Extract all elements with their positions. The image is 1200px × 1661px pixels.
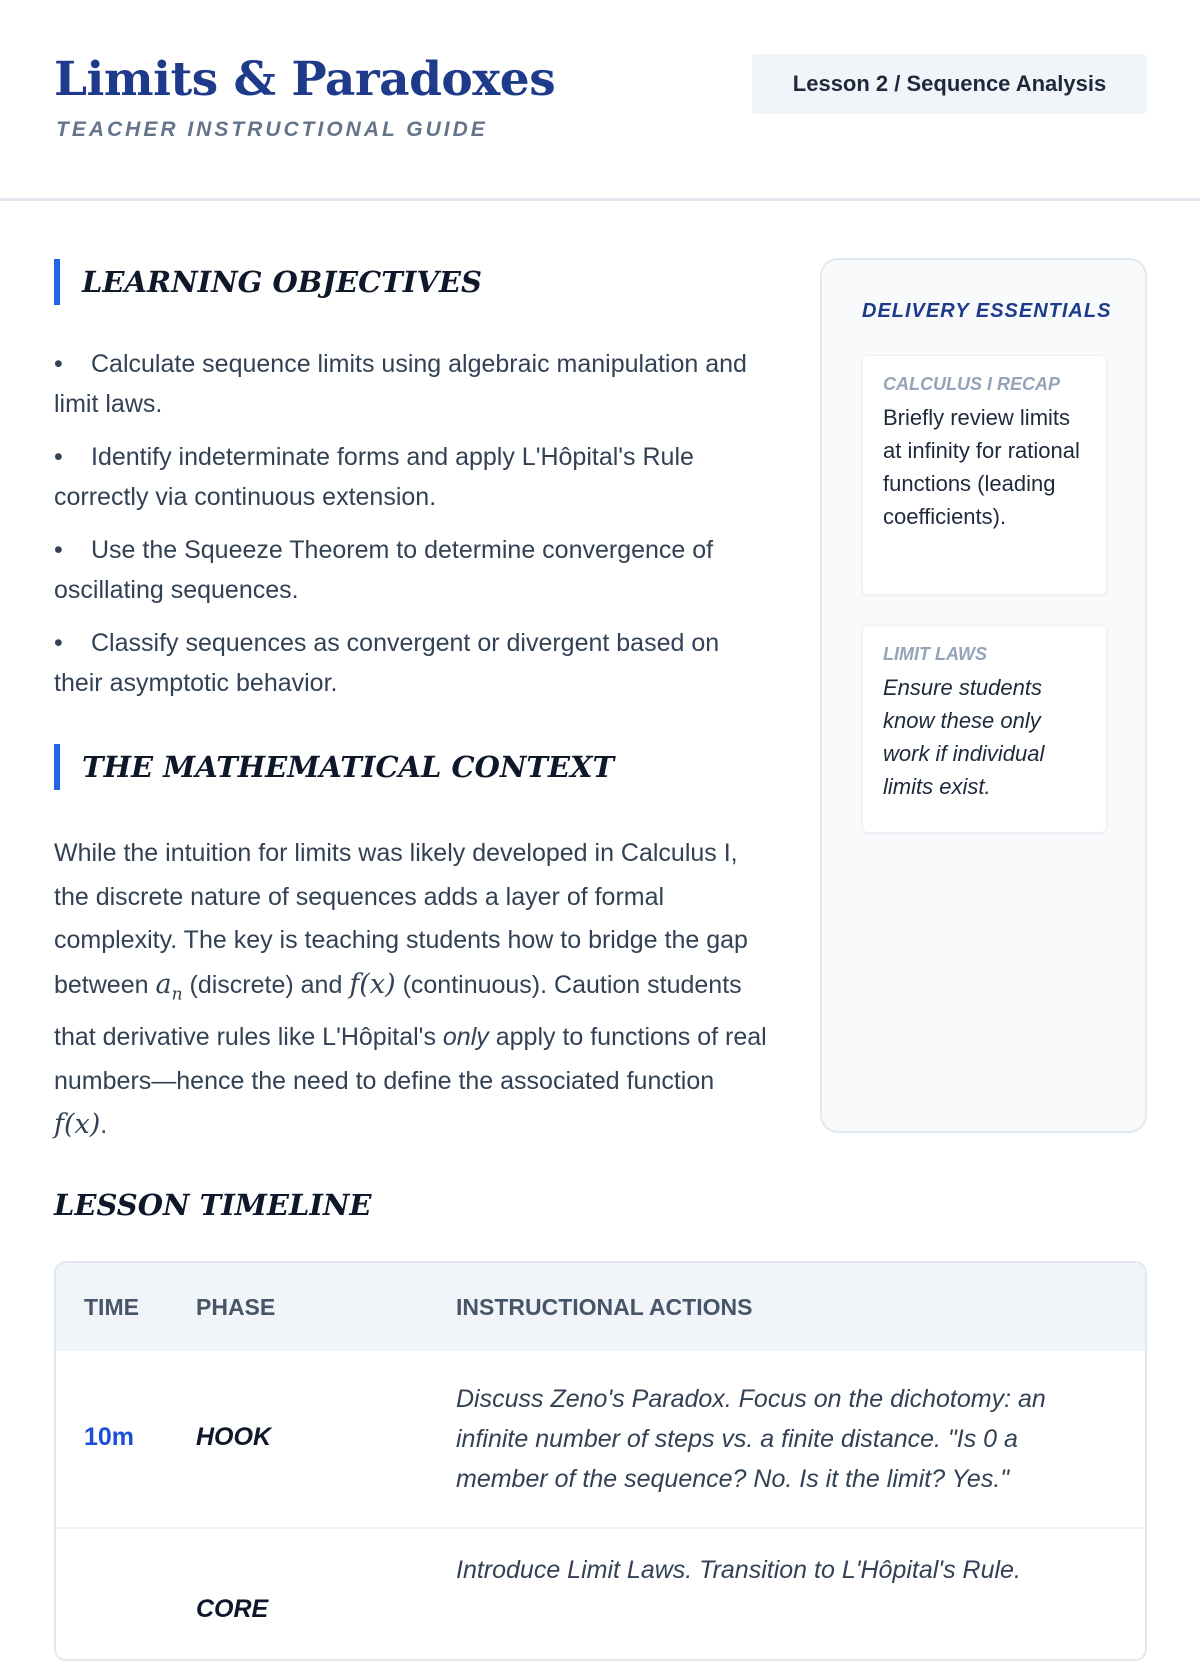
learning-objectives-list	[54, 344, 774, 716]
lesson-timeline-heading: LESSON TIMELINE	[54, 1188, 372, 1222]
time-cell: 10m	[84, 1423, 135, 1451]
objective-item: • Classify sequences as convergent or divergent based on their asymptotic behavior.	[54, 623, 774, 703]
page-title: Limits & Paradoxes	[54, 52, 556, 107]
table-row	[56, 1527, 1145, 1661]
column-header-actions: INSTRUCTIONAL ACTIONS	[456, 1294, 753, 1320]
math-f-of-x: f(x)	[349, 968, 396, 1000]
objective-item: • Use the Squeeze Theorem to determine convergence of oscillating sequences.	[54, 530, 774, 610]
limit-laws-card	[862, 625, 1107, 833]
column-header-time: TIME	[84, 1294, 139, 1320]
bullet-icon: •	[54, 350, 63, 378]
math-f-of-x: f(x)	[54, 1109, 101, 1141]
phase-cell: CORE	[196, 1595, 269, 1623]
page-header	[0, 0, 1200, 201]
objective-item: • Identify indeterminate forms and apply L'Hôpital's Rule correctly via continuous extension.	[54, 437, 774, 517]
page-subtitle: TEACHER INSTRUCTIONAL GUIDE	[56, 118, 488, 141]
mathematical-context-paragraph: While the intuition for limits was likely developed in Calculus I, the discrete nature of sequences adds a layer of formal complexity. The key is teaching students how to bridge the gap between $a_n$ (discrete) and f(x) (continuous). Caution students that derivative rules like L'Hôpital's only apply to functions of real numbers—hence the need to define the associated function f(x).	[54, 839, 767, 1141]
bullet-icon: •	[54, 536, 63, 564]
card-label: CALCULUS I RECAP	[883, 374, 1061, 394]
calculus-recap-card	[862, 355, 1107, 595]
sidebar-title: DELIVERY ESSENTIALS	[862, 300, 1112, 322]
bullet-icon: •	[54, 629, 63, 657]
card-label: LIMIT LAWS	[883, 644, 987, 664]
delivery-essentials-sidebar	[820, 258, 1147, 1133]
objective-item: • Calculate sequence limits using algebraic manipulation and limit laws.	[54, 344, 774, 424]
card-body: Briefly review limits at infinity for rational functions (leading coefficients).	[883, 405, 1080, 529]
actions-cell: Introduce Limit Laws. Transition to L'Hôpital's Rule.	[456, 1556, 1021, 1584]
card-body: Ensure students know these only work if individual limits exist.	[883, 675, 1045, 799]
learning-objectives-heading: LEARNING OBJECTIVES	[54, 259, 482, 305]
phase-cell: HOOK	[196, 1423, 271, 1451]
lesson-badge: Lesson 2 / Sequence Analysis	[752, 54, 1147, 114]
table-row	[56, 1351, 1145, 1529]
math-a-n: $a_n$	[155, 968, 183, 1004]
actions-cell: Discuss Zeno's Paradox. Focus on the dichotomy: an infinite number of steps vs. a finite distance. "Is 0 a member of the sequence? No. Is it the limit? Yes."	[456, 1385, 1046, 1493]
column-header-phase: PHASE	[196, 1294, 276, 1320]
table-header	[56, 1263, 1145, 1351]
mathematical-context-heading: THE MATHEMATICAL CONTEXT	[54, 744, 614, 790]
lesson-timeline-table	[54, 1261, 1147, 1661]
bullet-icon: •	[54, 443, 63, 471]
emphasis-only: only	[442, 1023, 489, 1052]
